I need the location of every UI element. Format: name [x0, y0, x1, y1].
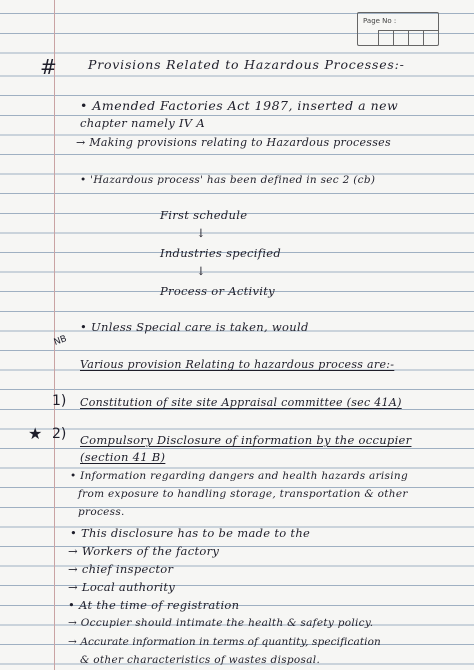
point-two-mark: 2) — [52, 426, 67, 442]
note-line: • Information regarding dangers and health hazards arising — [70, 470, 408, 482]
point-one-mark: 1) — [52, 393, 67, 409]
note-line: • 'Hazardous process' has been defined in sec 2 (cb) — [80, 174, 376, 186]
note-line: • At the time of registration — [68, 598, 240, 612]
note-line: Various provision Relating to hazardous process are:- — [80, 358, 395, 371]
note-line: • Amended Factories Act 1987, inserted a new — [80, 98, 399, 113]
note-line: • Unless Special care is taken, would — [80, 320, 309, 334]
flow-step: First schedule — [160, 208, 248, 222]
heading: Provisions Related to Hazardous Processes:- — [88, 57, 405, 72]
note-line: → Accurate information in terms of quantity, specification — [68, 636, 381, 648]
hash-mark: # — [40, 55, 57, 79]
note-line: → Making provisions relating to Hazardous processes — [76, 136, 391, 149]
nb-mark: NB — [52, 334, 69, 348]
flow-arrow: ↓ — [196, 226, 206, 240]
flow-step: Process or Activity — [160, 284, 275, 298]
note-line: → Workers of the factory — [68, 544, 220, 558]
flow-step: Industries specified — [160, 246, 282, 260]
note-line: → Local authority — [68, 580, 176, 594]
flow-arrow: ↓ — [196, 264, 206, 278]
page-number-label: Page No : — [363, 17, 397, 25]
page-number-grid — [378, 30, 438, 45]
note-line: from exposure to handling storage, transportation & other — [78, 488, 408, 500]
note-line: • This disclosure has to be made to the — [70, 526, 311, 540]
star-mark: ★ — [28, 424, 43, 443]
note-line: (section 41 B) — [80, 450, 166, 464]
note-line: → Occupier should intimate the health & safety policy. — [68, 617, 374, 629]
note-line: Constitution of site site Appraisal committee (sec 41A) — [80, 396, 402, 409]
note-line: chapter namely IV A — [80, 116, 205, 130]
note-line: Compulsory Disclosure of information by the occupier — [80, 433, 412, 447]
margin-line — [54, 0, 55, 670]
note-line: → chief inspector — [68, 562, 174, 576]
note-line: process. — [78, 506, 125, 518]
page-number-box — [357, 12, 439, 46]
note-line: & other characteristics of wastes disposal. — [80, 654, 321, 666]
